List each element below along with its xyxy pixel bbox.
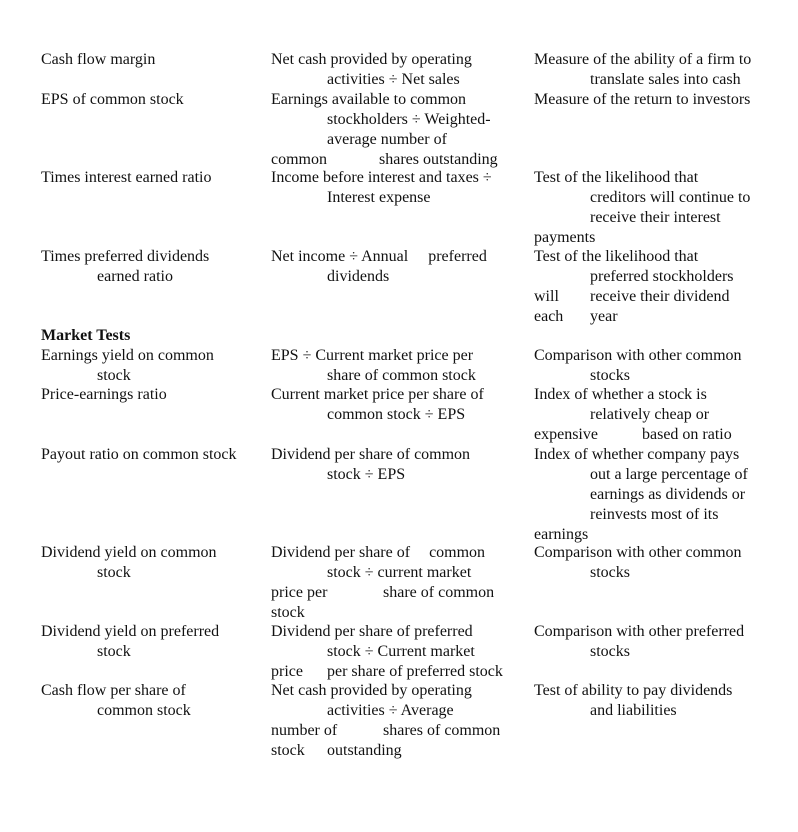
formula-times-interest: Income before interest and taxes ÷ Interest expense [271,169,492,206]
row-name-times-interest: Times interest earned ratio [41,169,212,186]
formula-div-yield-preferred: Dividend per share of preferred stock ÷ Current market price per share of preferred stock [271,623,503,680]
row-name-div-yield-common: Dividend yield on common stock [41,544,217,581]
measure-earnings-yield: Comparison with other common stocks [534,347,742,384]
measure-payout: Index of whether company pays out a large percentage of earnings as dividends or reinvests most of its earnings [534,446,748,543]
row-name-div-yield-preferred: Dividend yield on preferred stock [41,623,220,660]
measure-eps: Measure of the return to investors [534,91,751,108]
row-name-eps: EPS of common stock [41,91,184,108]
formula-pe-ratio: Current market price per share of common stock ÷ EPS [271,386,484,423]
market-tests-heading: Market Tests [41,327,131,344]
measure-div-yield-common: Comparison with other common stocks [534,544,742,581]
measure-pe-ratio: Index of whether a stock is relatively cheap or expensive based on ratio [534,386,732,443]
formula-eps: Earnings available to common stockholders ÷ Weighted- average number of common shares outstanding [271,91,498,168]
formula-times-preferred: Net income ÷ Annual preferred dividends [271,248,487,285]
row-name-pe-ratio: Price-earnings ratio [41,386,167,403]
formula-payout: Dividend per share of common stock ÷ EPS [271,446,471,483]
formula-earnings-yield: EPS ÷ Current market price per share of common stock [271,347,476,384]
row-name-cash-flow-per-share: Cash flow per share of common stock [41,682,191,719]
measure-times-interest: Test of the likelihood that creditors will continue to receive their interest payments [534,169,751,246]
measure-times-preferred: Test of the likelihood that preferred stockholders will receive their dividend each year [534,248,734,325]
row-name-payout: Payout ratio on common stock [41,446,237,463]
measure-cash-flow-per-share: Test of ability to pay dividends and liabilities [534,682,733,719]
measure-div-yield-preferred: Comparison with other preferred stocks [534,623,745,660]
formula-div-yield-common: Dividend per share of common stock ÷ current market price per share of common stock [271,544,495,621]
row-name-cash-flow-margin: Cash flow margin [41,51,156,68]
row-name-earnings-yield: Earnings yield on common stock [41,347,214,384]
row-name-times-preferred: Times preferred dividends earned ratio [41,248,210,285]
formula-cash-flow-per-share: Net cash provided by operating activities ÷ Average number of shares of common stock outstanding [271,682,501,759]
formula-cash-flow-margin: Net cash provided by operating activities ÷ Net sales [271,51,472,88]
measure-cash-flow-margin: Measure of the ability of a firm to translate sales into cash [534,51,752,88]
